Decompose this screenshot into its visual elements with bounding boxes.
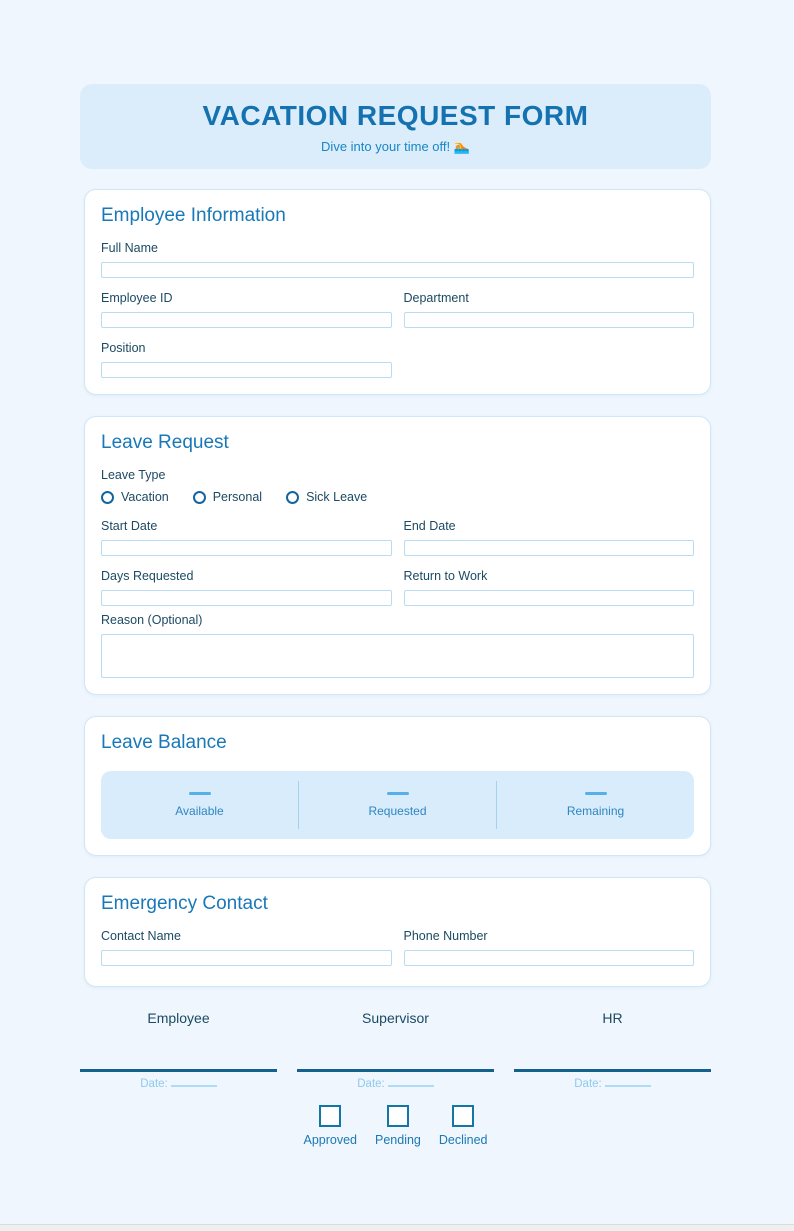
date-blank-line: [171, 1085, 217, 1087]
signature-supervisor-label: Supervisor: [362, 1010, 429, 1026]
balance-available-label: Available: [175, 804, 224, 818]
date-blank-line: [388, 1085, 434, 1087]
radio-option-sick-leave-label: Sick Leave: [306, 490, 368, 504]
phone-number-input[interactable]: [404, 950, 695, 966]
reason-label: Reason (Optional): [101, 613, 203, 627]
date-label: Date:: [140, 1078, 168, 1090]
approved-label: Approved: [303, 1133, 357, 1147]
days-requested-label: Days Requested: [101, 569, 194, 583]
full-name-label: Full Name: [101, 241, 158, 255]
signature-date: [80, 1077, 277, 1091]
employee-id-label: Employee ID: [101, 291, 173, 305]
days-requested-input[interactable]: [101, 590, 392, 606]
contact-name-input[interactable]: [101, 950, 392, 966]
leave-balance-title: Leave Balance: [101, 732, 227, 753]
declined-checkbox[interactable]: [452, 1105, 474, 1127]
approval-item-approved: [303, 1105, 357, 1147]
employee-id-input[interactable]: [101, 312, 392, 328]
date-label: Date:: [357, 1078, 385, 1090]
empty-value-dash: [585, 792, 607, 795]
page-bottom-strip: [0, 1224, 794, 1231]
radio-button-icon[interactable]: [101, 491, 114, 504]
form-header: [80, 84, 711, 169]
leave-balance-panel: [101, 771, 694, 839]
empty-value-dash: [189, 792, 211, 795]
radio-option-personal[interactable]: [193, 490, 262, 505]
section-employee-information: [84, 189, 711, 395]
signature-date: [514, 1077, 711, 1091]
department-label: Department: [403, 291, 469, 305]
end-date-label: End Date: [403, 519, 456, 533]
empty-value-dash: [387, 792, 409, 795]
end-date-input[interactable]: [404, 540, 695, 556]
balance-remaining-label: Remaining: [566, 804, 625, 818]
section-emergency-contact: [84, 877, 711, 987]
declined-label: Declined: [438, 1133, 488, 1147]
signature-col-hr: [514, 1009, 711, 1091]
signature-line: [514, 1069, 711, 1072]
contact-name-label: Contact Name: [101, 929, 181, 943]
start-date-label: Start Date: [101, 519, 158, 533]
radio-button-icon[interactable]: [193, 491, 206, 504]
signature-col-employee: [80, 1009, 277, 1091]
approval-item-pending: [375, 1105, 421, 1147]
signature-line: [297, 1069, 494, 1072]
signature-hr-label: HR: [602, 1010, 623, 1026]
approval-item-declined: [439, 1105, 488, 1147]
position-label: Position: [101, 341, 146, 355]
signature-line: [80, 1069, 277, 1072]
full-name-input[interactable]: [101, 262, 694, 278]
balance-requested-label: Requested: [368, 804, 427, 818]
signature-col-supervisor: [297, 1009, 494, 1091]
emergency-contact-title: Emergency Contact: [101, 893, 268, 914]
form-subtitle: Dive into your time off! 🏊: [321, 139, 470, 154]
balance-col-requested: [299, 771, 496, 839]
radio-button-icon[interactable]: [286, 491, 299, 504]
start-date-input[interactable]: [101, 540, 392, 556]
leave-type-radio-group: [101, 490, 694, 505]
return-to-work-input[interactable]: [404, 590, 695, 606]
return-to-work-label: Return to Work: [403, 569, 488, 583]
leave-type-label: Leave Type: [101, 468, 166, 482]
leave-request-title: Leave Request: [101, 432, 229, 453]
radio-option-personal-label: Personal: [212, 490, 263, 504]
radio-option-vacation[interactable]: [101, 490, 169, 505]
approved-checkbox[interactable]: [319, 1105, 341, 1127]
phone-number-label: Phone Number: [403, 929, 488, 943]
section-leave-request: [84, 416, 711, 695]
reason-textarea[interactable]: [101, 634, 694, 678]
radio-option-sick-leave[interactable]: [286, 490, 367, 505]
department-input[interactable]: [404, 312, 695, 328]
pending-checkbox[interactable]: [387, 1105, 409, 1127]
form-title: VACATION REQUEST FORM: [202, 100, 589, 131]
signature-section: [80, 1009, 711, 1091]
date-blank-line: [605, 1085, 651, 1087]
date-label: Date:: [574, 1078, 602, 1090]
signature-date: [297, 1077, 494, 1091]
position-input[interactable]: [101, 362, 392, 378]
vacation-request-form-page: [80, 0, 711, 1147]
section-leave-balance: [84, 716, 711, 856]
employee-information-title: Employee Information: [101, 205, 286, 226]
balance-col-available: [101, 771, 298, 839]
signature-employee-label: Employee: [147, 1010, 210, 1026]
balance-col-remaining: [497, 771, 694, 839]
approval-status-group: [80, 1105, 711, 1147]
pending-label: Pending: [375, 1133, 421, 1147]
radio-option-vacation-label: Vacation: [121, 490, 169, 504]
